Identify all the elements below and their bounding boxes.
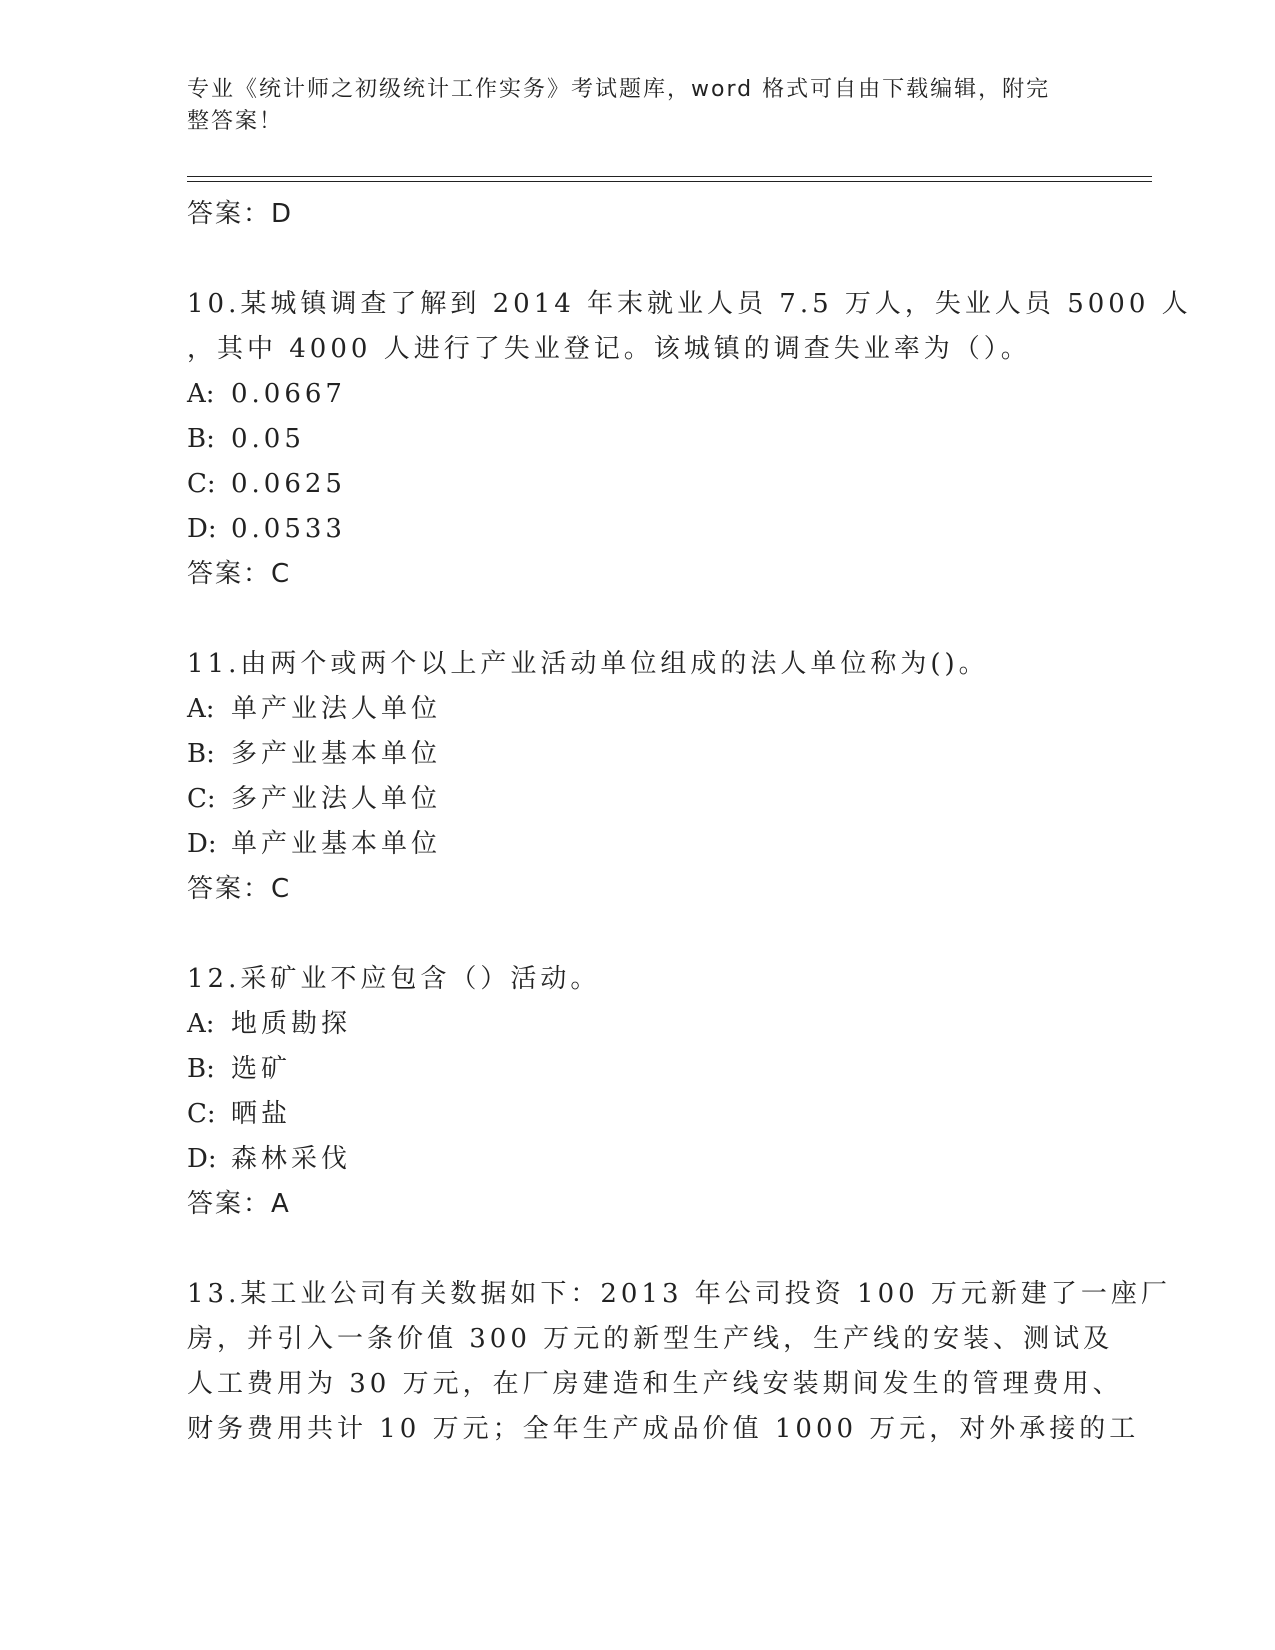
question-list <box>187 192 1192 1452</box>
answer-12: 答案：A <box>187 1189 291 1219</box>
header-line-1: 专业《统计师之初级统计工作实务》考试题库，word 格式可自由下载编辑，附完 <box>187 77 1051 102</box>
option-text: 单产业基本单位 <box>231 829 442 859</box>
option-text: 0.0625 <box>231 469 346 499</box>
option-a <box>187 372 1087 417</box>
header-line-2: 整答案！ <box>187 109 284 134</box>
option-text: 森林采伐 <box>231 1144 352 1174</box>
option-key: C: <box>187 1099 216 1129</box>
option-text: 0.05 <box>231 424 305 454</box>
option-key: C: <box>187 469 216 499</box>
option-text: 地质勘探 <box>231 1009 352 1039</box>
header-divider-top <box>187 176 1152 177</box>
option-key: B: <box>187 424 215 454</box>
option-key: A: <box>187 694 215 724</box>
option-text: 单产业法人单位 <box>231 694 442 724</box>
option-key: D: <box>187 514 217 544</box>
option-b <box>187 732 1087 777</box>
option-d <box>187 1137 1087 1182</box>
option-key: C: <box>187 784 216 814</box>
option-key: A: <box>187 1009 215 1039</box>
document-header <box>187 74 1067 138</box>
question-12 <box>187 957 1087 1002</box>
option-c <box>187 462 1087 507</box>
option-d <box>187 822 1087 867</box>
answer-10: 答案：C <box>187 559 292 589</box>
option-b <box>187 417 1087 462</box>
question-text-line: 财务费用共计 10 万元；全年生产成品价值 1000 万元，对外承接的工 <box>187 1414 1140 1444</box>
option-text: 0.0667 <box>231 379 346 409</box>
option-text: 晒盐 <box>231 1099 292 1129</box>
answer-11: 答案：C <box>187 874 292 904</box>
option-d <box>187 507 1087 552</box>
option-text: 选矿 <box>231 1054 292 1084</box>
question-text-line: 房，并引入一条价值 300 万元的新型生产线，生产线的安装、测试及 <box>187 1324 1114 1354</box>
option-a <box>187 1002 1087 1047</box>
option-text: 多产业基本单位 <box>231 739 442 769</box>
option-key: B: <box>187 1054 215 1084</box>
question-11 <box>187 642 1087 687</box>
option-c <box>187 1092 1087 1137</box>
option-key: B: <box>187 739 215 769</box>
option-key: D: <box>187 829 217 859</box>
option-a <box>187 687 1087 732</box>
question-text-line: 人工费用为 30 万元，在厂房建造和生产线安装期间发生的管理费用、 <box>187 1369 1123 1399</box>
question-text-line: 13.某工业公司有关数据如下：2013 年公司投资 100 万元新建了一座厂 <box>187 1279 1171 1309</box>
option-b <box>187 1047 1087 1092</box>
previous-answer: 答案：D <box>187 199 294 229</box>
option-text: 多产业法人单位 <box>231 784 442 814</box>
option-c <box>187 777 1087 822</box>
question-13 <box>187 1272 1171 1452</box>
question-text-line: 11.由两个或两个以上产业活动单位组成的法人单位称为()。 <box>187 649 989 679</box>
option-key: D: <box>187 1144 217 1174</box>
question-text-line: ，其中 4000 人进行了失业登记。该城镇的调查失业率为（）。 <box>187 334 1031 364</box>
question-text-line: 10.某城镇调查了解到 2014 年末就业人员 7.5 万人，失业人员 5000 人 <box>187 289 1192 319</box>
option-key: A: <box>187 379 215 409</box>
option-text: 0.0533 <box>231 514 346 544</box>
header-divider-bottom <box>187 181 1152 182</box>
question-text-line: 12.采矿业不应包含（）活动。 <box>187 964 601 994</box>
question-10 <box>187 282 1192 372</box>
